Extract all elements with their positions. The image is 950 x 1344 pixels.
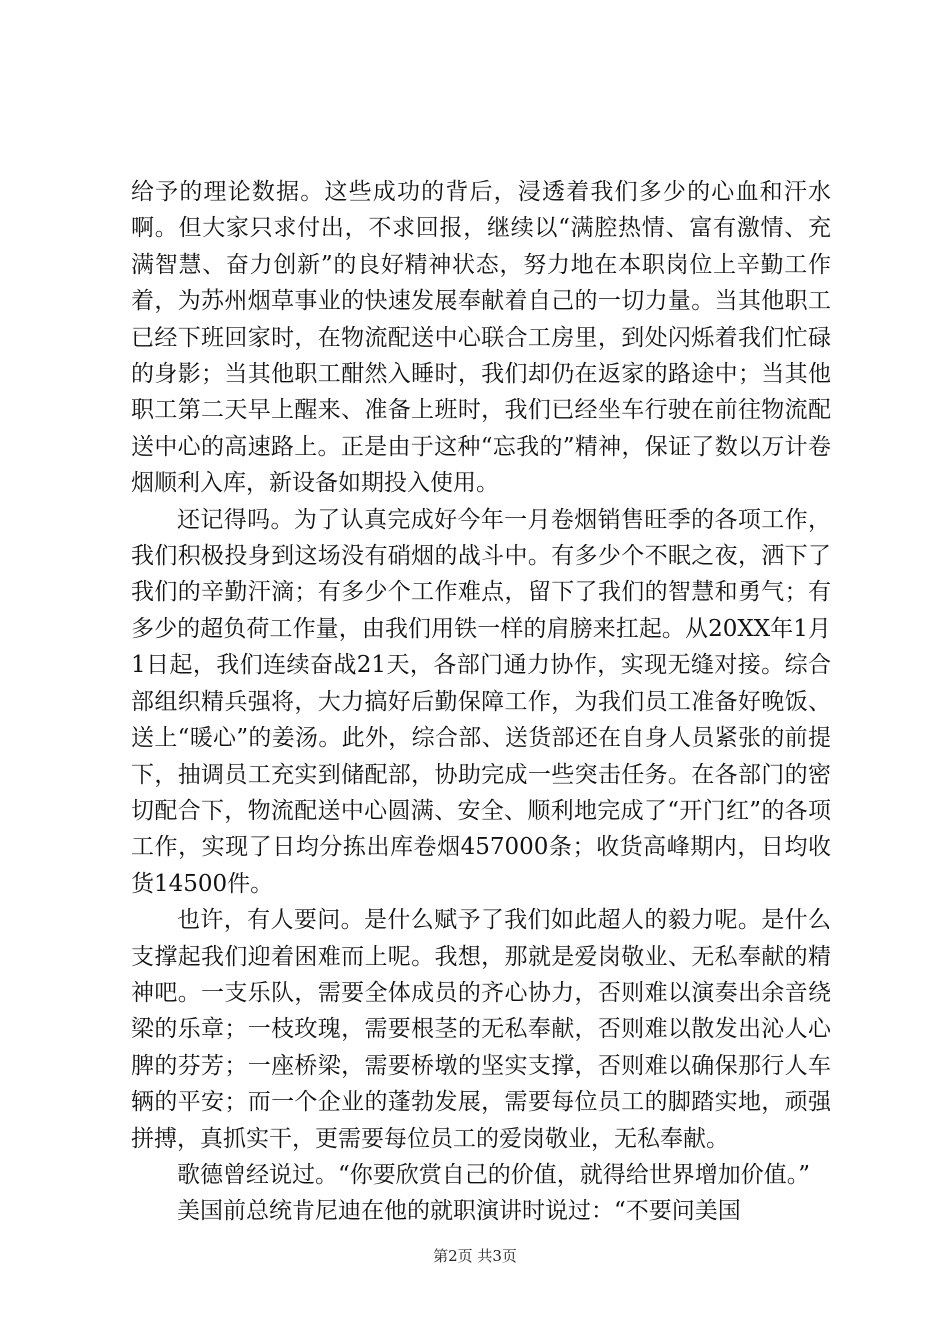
paragraph-1: 给予的理论数据。这些成功的背后，浸透着我们多少的心血和汗水啊。但大家只求付出，不求回报，继续以“满腔热情、富有激情、充满智慧、奋力创新”的良好精神状态，努力地在本职岗位上辛勤工作着，为苏州烟草事业的快速发展奉献着自己的一切力量。当其他职工已经下班回家时，在物流配送中心联合工房里，到处闪烁着我们忙碌的身影；当其他职工酣然入睡时，我们却仍在返家的路途中；当其他职工第二天早上醒来、准备上班时，我们已经坐车行驶在前往物流配送中心的高速路上。正是由于这种“忘我的”精神，保证了数以万计卷烟顺利入库，新设备如期投入使用。: [131, 179, 831, 497]
paragraph-5: 美国前总统肯尼迪在他的就职演讲时说过：“不要问美国: [177, 1198, 741, 1225]
page-footer: [0, 1245, 950, 1266]
paragraph-2: 还记得吗。为了认真完成好今年一月卷烟销售旺季的各项工作，我们积极投身到这场没有硝烟的战斗中。有多少个不眠之夜，洒下了我们的辛勤汗滴；有多少个工作难点，留下了我们的智慧和勇气；有多少的超负荷工作量，由我们用铁一样的肩膀来扛起。从20XX年1月1日起，我们连续奋战21天，各部门通力协作，实现无缝对接。综合部组织精兵强将，大力搞好后勤保障工作，为我们员工准备好晚饭、送上“暖心”的姜汤。此外，综合部、送货部还在自身人员紧张的前提下，抽调员工充实到储配部，协助完成一些突击任务。在各部门的密切配合下，物流配送中心圆满、安全、顺利地完成了“开门红”的各项工作，实现了日均分拣出库卷烟457000条；收货高峰期内，日均收货14500件。: [131, 506, 831, 897]
document-body: [131, 174, 831, 1230]
paragraph-4: 歌德曾经说过。“你要欣赏自己的价值，就得给世界增加价值。”: [177, 1161, 811, 1188]
paragraph-3: 也许，有人要问。是什么赋予了我们如此超人的毅力呢。是什么支撑起我们迎着困难而上呢。我想，那就是爱岗敬业、无私奉献的精神吧。一支乐队，需要全体成员的齐心协力，否则难以演奏出余音绕梁的乐章；一枝玫瑰，需要根茎的无私奉献，否则难以散发出沁人心脾的芬芳；一座桥梁，需要桥墩的坚实支撑，否则难以确保那行人车辆的平安；而一个企业的蓬勃发展，需要每位员工的脚踏实地，顽强拼搏，真抓实干，更需要每位员工的爱岗敬业，无私奉献。: [131, 907, 831, 1152]
page-number-label: 第2页 共3页: [433, 1247, 517, 1265]
